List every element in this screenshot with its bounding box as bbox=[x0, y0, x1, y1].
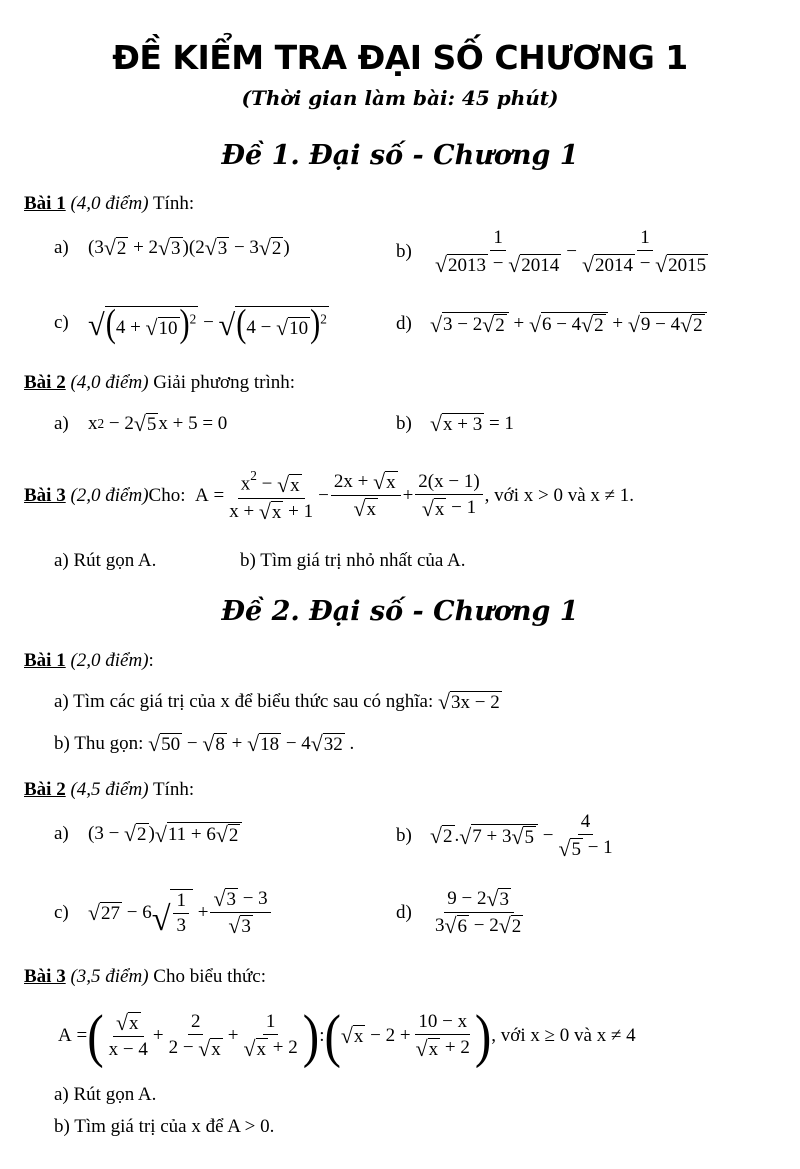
math-expression: 9 − 2 √ 3 3 √ 6 − 2 √ 2 bbox=[435, 887, 522, 939]
bai-label: Bài 3 bbox=[24, 966, 66, 987]
points: (4,0 điểm) bbox=[70, 372, 149, 393]
de2-heading: Đề 2. Đại số - Chương 1 bbox=[221, 596, 579, 627]
condition: , với x > 0 và x ≠ 1. bbox=[484, 485, 635, 506]
de1-bai1-header bbox=[24, 193, 194, 216]
points: (4,0 điểm) bbox=[70, 193, 149, 214]
time-limit: (Thời gian làm bài: 45 phút) bbox=[241, 86, 559, 110]
bai-label: Bài 1 bbox=[24, 650, 66, 671]
de2-bai2-header bbox=[24, 779, 194, 802]
bai-label: Bài 1 bbox=[24, 193, 66, 214]
math-expression: √ x + 3 = 1 bbox=[430, 411, 514, 436]
de2-bai2-a bbox=[54, 812, 242, 856]
math-expression: 1 √ 2013 − √ 2014 − 1 √ 2014 − √ 2015 bbox=[435, 227, 707, 277]
de1-bai1-a bbox=[54, 226, 290, 270]
page-title: ĐỀ KIỂM TRA ĐẠI SỐ CHƯƠNG 1 bbox=[112, 38, 688, 77]
de1-bai1-b bbox=[396, 222, 713, 282]
math-expression: √ 3x − 2 bbox=[438, 689, 500, 714]
de2-bai1-a bbox=[54, 682, 502, 722]
de2-bai3-header bbox=[24, 966, 266, 989]
de1-bai2-header bbox=[24, 372, 295, 395]
math-expression: √ 3 − 2 √ 2 + √ 6 − 4 √ 2 + √ 9 − 4 √ 2 bbox=[430, 312, 707, 337]
de1-bai2-b bbox=[396, 404, 514, 444]
item-label: c) bbox=[54, 312, 69, 333]
math-expression: √ 50 − √ 8 + √ 18 − 4 √ 32 . bbox=[148, 731, 355, 756]
points: (2,0 điểm) bbox=[70, 650, 149, 671]
bai-label: Bài 3 bbox=[24, 485, 66, 506]
instruction: Cho: bbox=[148, 485, 186, 506]
de2-bai1-header bbox=[24, 650, 154, 673]
math-expression: x 2 − 2 √ 5 x + 5 = 0 bbox=[88, 411, 228, 436]
points: (4,5 điểm) bbox=[70, 779, 149, 800]
instruction: Tính: bbox=[148, 779, 195, 800]
de2-bai2-b bbox=[396, 806, 618, 866]
instruction: Tính: bbox=[148, 193, 195, 214]
de2-bai2-c bbox=[54, 882, 273, 944]
points: (2,0 điểm) bbox=[70, 485, 149, 506]
bai-label: Bài 2 bbox=[24, 779, 66, 800]
item-text: b) Thu gọn: bbox=[54, 733, 144, 754]
instruction: : bbox=[148, 650, 154, 671]
condition: , với x ≥ 0 và x ≠ 4 bbox=[491, 1025, 636, 1046]
points: (3,5 điểm) bbox=[70, 966, 149, 987]
item-label: b) bbox=[396, 241, 412, 262]
de1-bai3-a: a) Rút gọn A. bbox=[54, 550, 157, 571]
de1-bai1-d bbox=[396, 302, 707, 346]
de1-bai3 bbox=[24, 464, 634, 528]
math-expression: (3 − √ 2 ) √ 11 + 6 √ 2 bbox=[88, 822, 242, 847]
de2-bai3-b: b) Tìm giá trị của x để A > 0. bbox=[54, 1116, 275, 1137]
item-text: a) Tìm các giá trị của x để biểu thức sau có nghĩa: bbox=[54, 691, 434, 712]
math-expression: √ (4 + √ 10 )$^2$ − √ (4 − √ 10 )$^2$ bbox=[88, 300, 327, 345]
math-expression: √ 27 − 6 √ $\frac{1}{3}$ + √ 3 − 3 √ 3 bbox=[88, 888, 273, 938]
item-label: a) bbox=[54, 237, 69, 258]
math-expression: A = $x^2$ − √ x x + √ x + 1 − 2x + √ x √ x + 2(x − 1) √ x − 1 bbox=[195, 468, 485, 523]
de1-bai3-b: b) Tìm giá trị nhỏ nhất của A. bbox=[240, 550, 466, 571]
de2-bai3-expression bbox=[58, 1002, 636, 1070]
de1-bai1-c bbox=[54, 298, 329, 348]
math-expression: A = ( √ x x − 4 + 2 2 − √ x + 1 √ x + 2 ) : ( √ x − 2 + 10 − x √ x + 2 ) bbox=[58, 1002, 492, 1069]
item-label: d) bbox=[396, 902, 412, 923]
item-label: d) bbox=[396, 313, 412, 334]
item-label: b) bbox=[396, 413, 412, 434]
de1-heading: Đề 1. Đại số - Chương 1 bbox=[221, 140, 579, 171]
instruction: Cho biểu thức: bbox=[148, 966, 266, 987]
instruction: Giải phương trình: bbox=[148, 372, 296, 393]
item-label: b) bbox=[396, 825, 412, 846]
math-expression: (3 √ 2 + 2 √ 3 )(2 √ 3 − 3 √ 2 ) bbox=[88, 235, 290, 260]
math-expression: √ 2 . √ 7 + 3 √ 5 − 4 √ 5 − 1 bbox=[430, 811, 613, 861]
de1-bai2-a bbox=[54, 404, 227, 444]
item-label: a) bbox=[54, 413, 69, 434]
item-label: a) bbox=[54, 823, 69, 844]
item-label: c) bbox=[54, 902, 69, 923]
de2-bai1-b bbox=[54, 724, 354, 764]
de2-bai2-d bbox=[396, 882, 528, 944]
bai-label: Bài 2 bbox=[24, 372, 66, 393]
de2-bai3-a: a) Rút gọn A. bbox=[54, 1084, 157, 1105]
